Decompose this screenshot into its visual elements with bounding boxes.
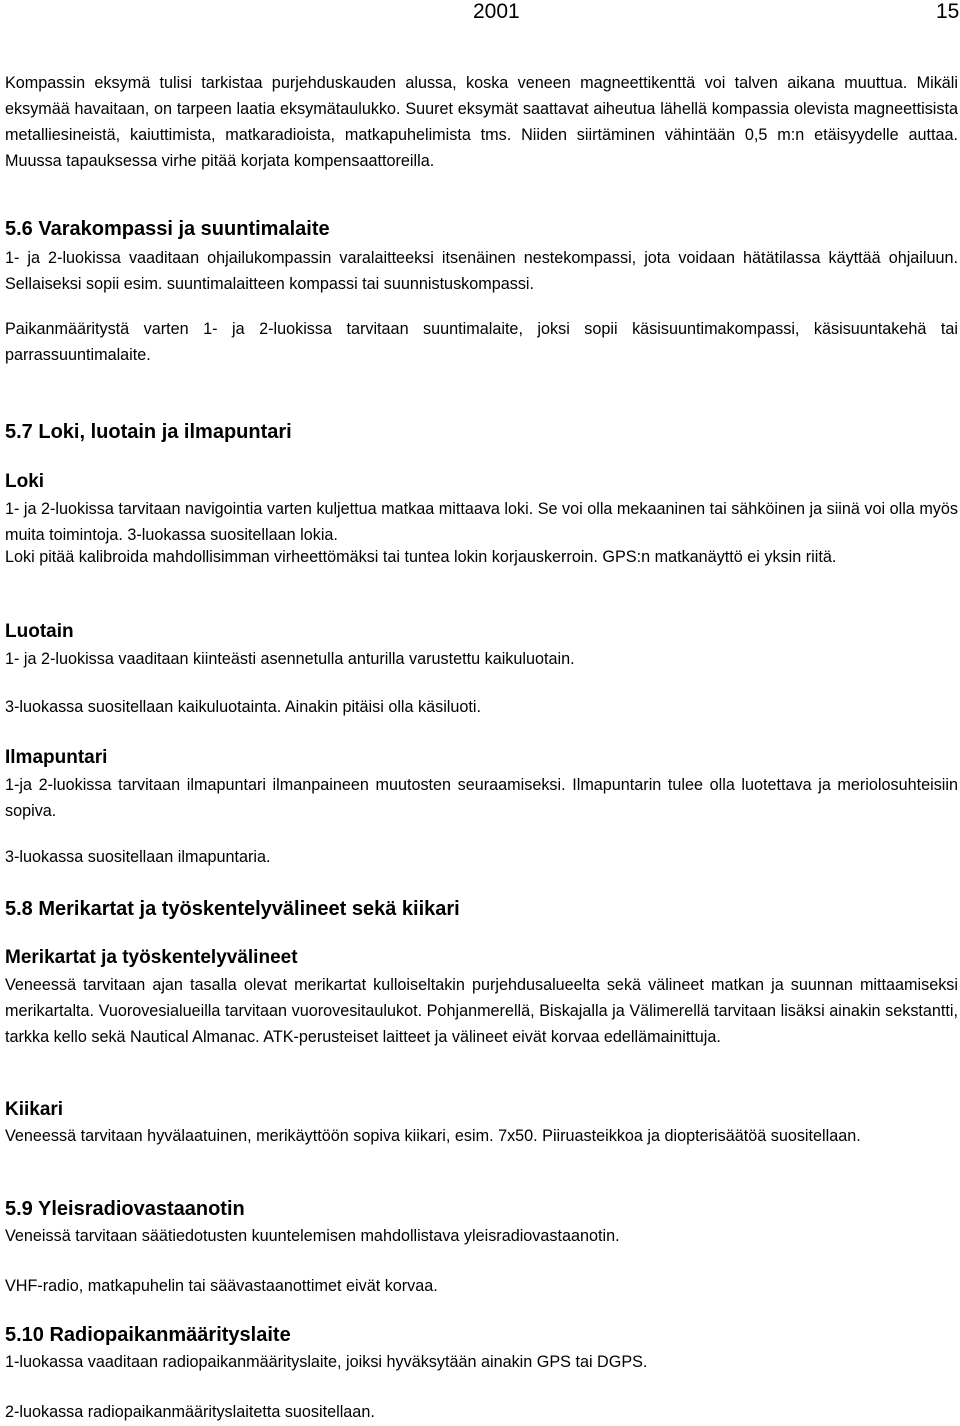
section-5-7-heading: 5.7 Loki, luotain ja ilmapuntari xyxy=(5,421,292,443)
luotain-paragraph-2: 3-luokassa suositellaan kaikuluotainta. Ainakin pitäisi olla käsiluoti. xyxy=(5,698,482,716)
section-5-8-heading: 5.8 Merikartat ja työskentelyvälineet sekä kiikari xyxy=(5,898,460,920)
section-5-6-paragraph-1: 1- ja 2-luokissa vaaditaan ohjailukompassin varalaitteeksi itsenäinen nestekompassi, jota voidaan hätätilassa käyttää ohjailuun. Sellaiseksi sopii esim. suuntimalaitteen kompassi tai suunnistuskompassi. xyxy=(5,249,958,293)
loki-paragraph-2: Loki pitää kalibroida mahdollisimman virheettömäksi tai tuntea lokin korjauskerroin. GPS:n matkanäyttö ei yksin riitä. xyxy=(5,548,837,566)
luotain-heading: Luotain xyxy=(5,621,74,642)
section-5-10-paragraph-2: 2-luokassa radiopaikanmäärityslaitetta suositellaan. xyxy=(5,1403,375,1421)
loki-paragraph-1: 1- ja 2-luokissa tarvitaan navigointia varten kuljettua matkaa mittaava loki. Se voi olla mekaaninen tai sähköinen ja siinä voi olla myös muita toimintoja. 3-luokassa suositellaan lokia. xyxy=(5,500,958,544)
section-5-9-paragraph-2: VHF-radio, matkapuhelin tai säävastaanottimet eivät korvaa. xyxy=(5,1277,438,1295)
section-5-6-paragraph-2: Paikanmääritystä varten 1- ja 2-luokissa tarvitaan suuntimalaite, joksi sopii käsisuuntimakompassi, käsisuuntakehä tai parrassuuntimalaite. xyxy=(5,320,958,364)
luotain-paragraph-1: 1- ja 2-luokissa vaaditaan kiinteästi asennetulla anturilla varustettu kaikuluotain. xyxy=(5,650,575,668)
section-5-9-paragraph-1: Veneissä tarvitaan säätiedotusten kuuntelemisen mahdollistava yleisradiovastaanotin. xyxy=(5,1227,620,1245)
kiikari-heading: Kiikari xyxy=(5,1099,64,1120)
header-year: 2001 xyxy=(473,0,520,23)
section-5-10-heading: 5.10 Radiopaikanmäärityslaite xyxy=(5,1324,291,1346)
section-5-9-heading: 5.9 Yleisradiovastaanotin xyxy=(5,1198,245,1220)
merikartat-paragraph: Veneessä tarvitaan ajan tasalla olevat merikartat kulloiseltakin purjehdusalueelta sekä välineet matkan ja suunnan mittaamiseksi merikartalta. Vuorovesialueilla tarvitaan vuorovesitaulukot. Pohjanmerellä, Biskajalla ja Välimerellä tarvitaan lisäksi ainakin sekstantti, tarkka kello sekä Nautical Almanac. ATK-perusteiset laitteet ja välineet eivät korvaa edellämainittuja. xyxy=(5,976,958,1046)
section-5-6-heading: 5.6 Varakompassi ja suuntimalaite xyxy=(5,218,330,240)
kiikari-paragraph: Veneessä tarvitaan hyvälaatuinen, merikäyttöön sopiva kiikari, esim. 7x50. Piiruasteikkoa ja diopterisäätöä suositellaan. xyxy=(5,1127,861,1145)
ilmapuntari-heading: Ilmapuntari xyxy=(5,747,108,768)
ilmapuntari-paragraph-2: 3-luokassa suositellaan ilmapuntaria. xyxy=(5,848,271,866)
ilmapuntari-paragraph-1: 1-ja 2-luokissa tarvitaan ilmapuntari ilmanpaineen muutosten seuraamiseksi. Ilmapuntarin tulee olla luotettava ja meriolosuhteisiin sopiva. xyxy=(5,776,958,820)
page-number: 15 xyxy=(936,0,960,23)
merikartat-heading: Merikartat ja työskentelyvälineet xyxy=(5,947,298,968)
intro-paragraph: Kompassin eksymä tulisi tarkistaa purjehduskauden alussa, koska veneen magneettikenttä voi talven aikana muuttua. Mikäli eksymää havaitaan, on tarpeen laatia eksymätaulukko. Suuret eksymät saattavat aiheutua lähellä kompassia olevista magneettisista metalliesineistä, kaiuttimista, matkaradioista, matkapuhelimista tms. Niiden siirtäminen vähintään 0,5 m:n etäisyydelle auttaa. Muussa tapauksessa virhe pitää korjata kompensaattoreilla. xyxy=(5,74,958,170)
loki-heading: Loki xyxy=(5,471,45,492)
section-5-10-paragraph-1: 1-luokassa vaaditaan radiopaikanmäärityslaite, joiksi hyväksytään ainakin GPS tai DGPS. xyxy=(5,1353,648,1371)
